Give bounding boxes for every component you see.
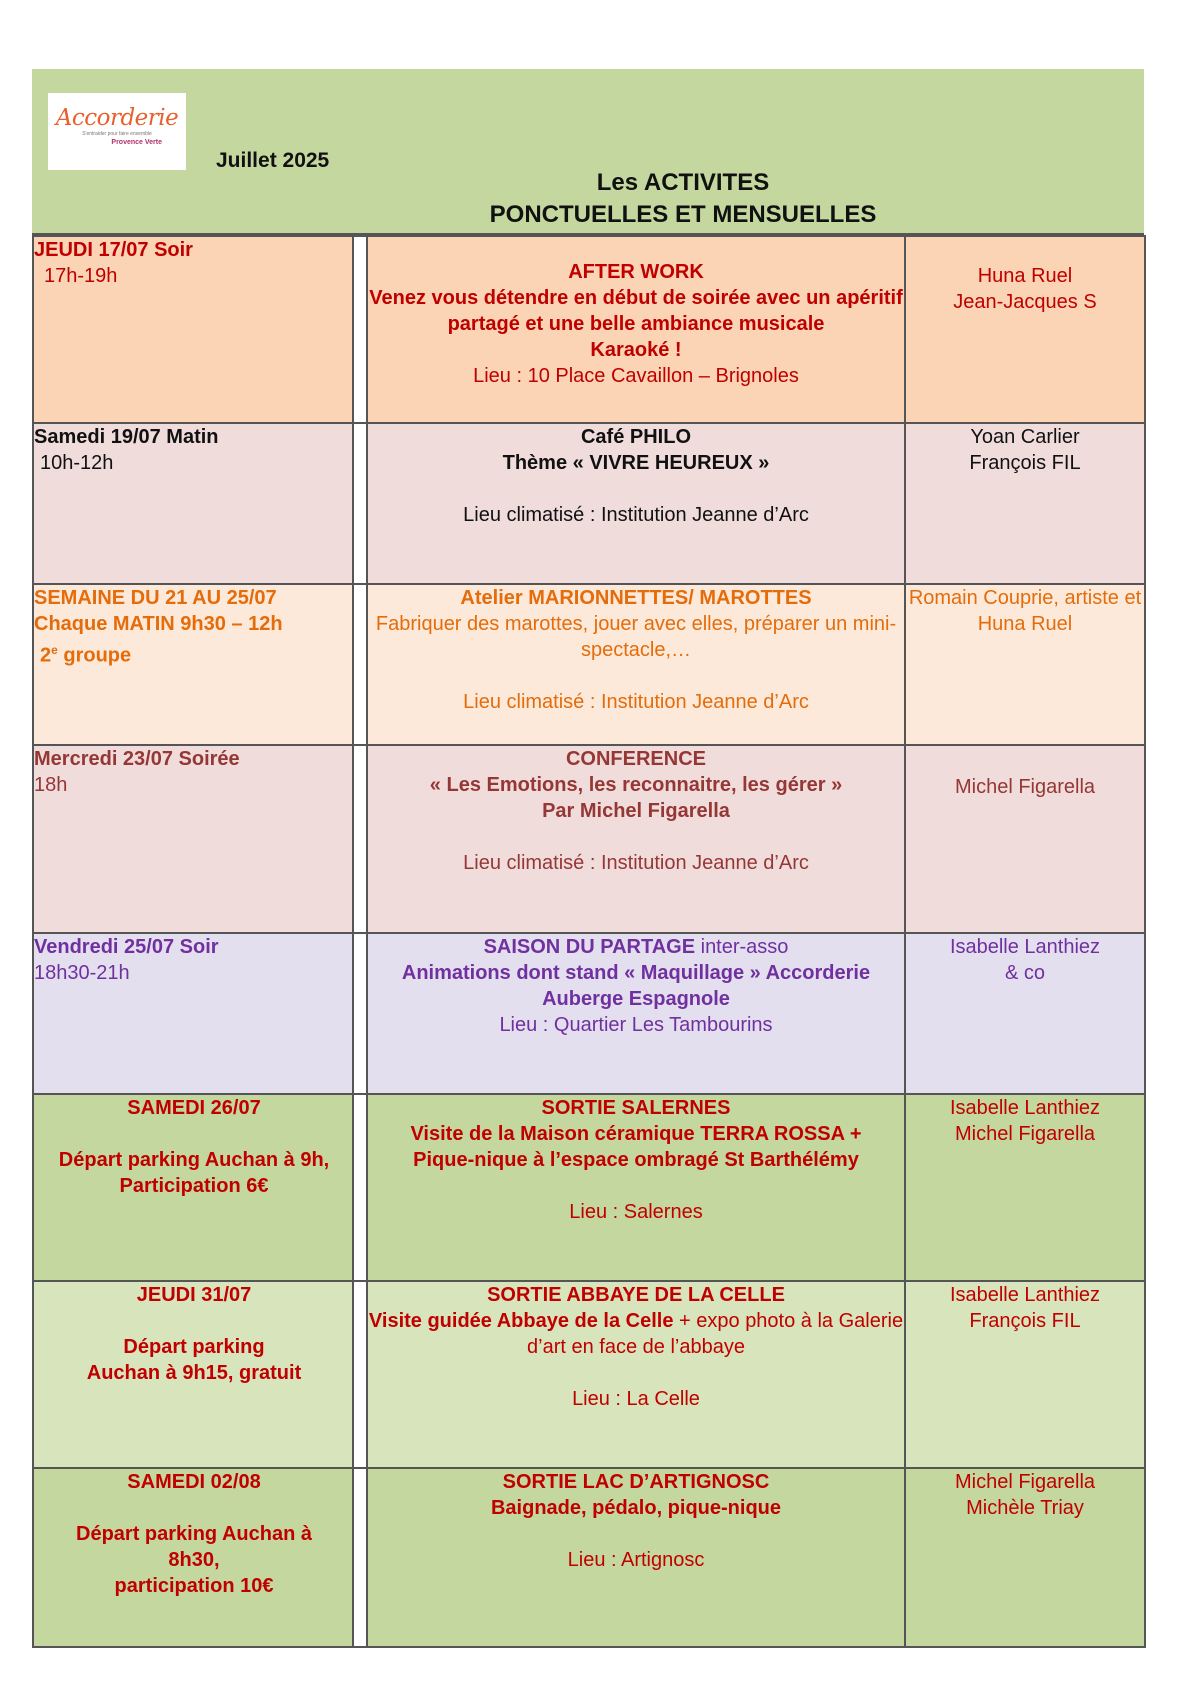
group-ordinal: e [51, 643, 58, 657]
activity-detail: Auberge Espagnole [542, 988, 730, 1010]
group-number: 2 [40, 644, 52, 667]
activity-place: Lieu climatisé : Institution Jeanne d’Arc [463, 504, 809, 526]
activity-title: SORTIE LAC D’ARTIGNOSC [502, 1471, 770, 1493]
activity-date [33, 933, 353, 1094]
activity-hosts [905, 1094, 1145, 1281]
host-name: Isabelle Lanthiez [949, 1097, 1101, 1119]
table-row [33, 933, 1145, 1094]
activity-date [33, 584, 353, 745]
activity-description [367, 1281, 905, 1468]
activity-place: Lieu : Artignosc [567, 1549, 705, 1571]
host-name: Huna Ruel [977, 265, 1073, 287]
activity-sheet [32, 69, 1144, 1648]
host-name: François FIL [969, 452, 1081, 474]
activity-title: CONFERENCE [565, 748, 706, 770]
activity-title: SORTIE ABBAYE DE LA CELLE [487, 1284, 785, 1306]
activity-detail: Karaoké ! [590, 339, 682, 361]
host-name: Isabelle Lanthiez [949, 936, 1101, 958]
table-row [33, 1094, 1145, 1281]
activity-detail-line [368, 1308, 904, 1360]
time-line: 18h [34, 774, 68, 796]
activity-detail: Baignade, pédalo, pique-nique [490, 1497, 782, 1519]
activity-detail: Venez vous détendre en début de soirée avec un apéritif partagé et une belle ambiance musicale [369, 287, 903, 335]
title-line-2: PONCTUELLES ET MENSUELLES [489, 201, 877, 228]
date-line: SAMEDI 02/08 [127, 1471, 261, 1493]
activity-place: Lieu climatisé : Institution Jeanne d’Arc [463, 691, 809, 713]
activity-detail-suffix: + expo photo à la Galerie d’art en face de l’abbaye [527, 1310, 904, 1358]
logo-tagline: S'entraider pour faire ensemble [82, 131, 152, 137]
activity-description [367, 584, 905, 745]
time-line: 10h-12h [40, 452, 114, 474]
activity-hosts [905, 584, 1145, 745]
table-row [33, 745, 1145, 933]
time-line: Chaque MATIN 9h30 – 12h [34, 613, 283, 635]
spacer-cell [353, 1281, 367, 1468]
host-name: Michel Figarella [954, 1471, 1096, 1493]
time-line: 18h30-21h [34, 962, 130, 984]
activity-place: Lieu : 10 Place Cavaillon – Brignoles [473, 365, 799, 387]
activity-hosts [905, 933, 1145, 1094]
table-row [33, 236, 1145, 423]
activity-date [33, 236, 353, 423]
activity-detail: Fabriquer des marottes, jouer avec elles, préparer un mini-spectacle,… [375, 613, 897, 661]
activity-place: Lieu : Quartier Les Tambourins [499, 1014, 773, 1036]
host-name: & co [1004, 962, 1046, 984]
activity-date [33, 745, 353, 933]
activity-description [367, 1094, 905, 1281]
spacer-cell [353, 1468, 367, 1647]
accorderie-logo [48, 93, 186, 170]
activity-date [33, 1094, 353, 1281]
table-row [33, 584, 1145, 745]
spacer-cell [353, 1094, 367, 1281]
activity-detail: Visite guidée Abbaye de la Celle [368, 1310, 674, 1332]
host-name: Michèle Triay [966, 1497, 1084, 1519]
activity-hosts [905, 1468, 1145, 1647]
activity-date [33, 1468, 353, 1647]
host-name: Isabelle Lanthiez [949, 1284, 1101, 1306]
activity-hosts [905, 423, 1145, 584]
date-line: JEUDI 17/07 Soir [34, 239, 193, 261]
activity-description [367, 1468, 905, 1647]
table-row [33, 423, 1145, 584]
date-line: Samedi 19/07 Matin [34, 426, 219, 448]
date-line: Vendredi 25/07 Soir [34, 936, 219, 958]
activity-hosts [905, 1281, 1145, 1468]
price-line: Participation 6€ [119, 1175, 269, 1197]
host-name: Jean-Jacques S [953, 291, 1097, 313]
logo-region: Provence Verte [111, 139, 162, 146]
price-line: Auchan à 9h15, gratuit [86, 1362, 302, 1384]
page-title [392, 167, 974, 231]
activity-place: Lieu : Salernes [569, 1201, 703, 1223]
spacer-cell [353, 236, 367, 423]
activity-detail: Animations dont stand « Maquillage » Accorderie [401, 962, 871, 984]
activity-place: Lieu : La Celle [572, 1388, 700, 1410]
header-band [32, 69, 1144, 235]
date-line: Mercredi 23/07 Soirée [34, 748, 240, 770]
date-line: SAMEDI 26/07 [127, 1097, 261, 1119]
spacer-cell [353, 745, 367, 933]
activity-hosts [905, 745, 1145, 933]
title-line-1: Les ACTIVITES [596, 169, 770, 196]
activity-title-line [368, 934, 904, 960]
activity-title: SORTIE SALERNES [541, 1097, 731, 1119]
departure-line: Départ parking Auchan à 8h30, [76, 1523, 312, 1571]
host-name: Michel Figarella [954, 1123, 1096, 1145]
logo-wordmark: Accorderie [55, 105, 179, 131]
time-line: 17h-19h [44, 265, 118, 287]
activity-title: AFTER WORK [568, 261, 704, 283]
activity-detail: Pique-nique à l’espace ombragé St Barthélémy [413, 1149, 859, 1171]
date-line: SEMAINE DU 21 AU 25/07 [34, 587, 277, 609]
group-line [34, 637, 352, 669]
activity-title-suffix: inter-asso [695, 936, 789, 958]
activity-description [367, 423, 905, 584]
month-label: Juillet 2025 [216, 149, 330, 172]
activity-detail: Par Michel Figarella [542, 800, 730, 822]
activity-detail: Thème « VIVRE HEUREUX » [502, 452, 770, 474]
activity-date [33, 423, 353, 584]
spacer-cell [353, 584, 367, 745]
host-name: Yoan Carlier [970, 426, 1080, 448]
activity-title: SAISON DU PARTAGE [483, 936, 696, 958]
table-row [33, 1281, 1145, 1468]
price-line: participation 10€ [114, 1575, 274, 1597]
group-word: groupe [57, 644, 132, 667]
activity-detail: « Les Emotions, les reconnaitre, les gérer » [429, 774, 843, 796]
activity-title: Atelier MARIONNETTES/ MAROTTES [460, 587, 812, 609]
activity-description [367, 933, 905, 1094]
host-name: François FIL [969, 1310, 1081, 1332]
host-name: Romain Couprie, artiste et Huna Ruel [908, 587, 1142, 635]
activity-title: Café PHILO [580, 426, 692, 448]
activity-description [367, 745, 905, 933]
activity-hosts [905, 236, 1145, 423]
spacer-cell [353, 423, 367, 584]
table-row [33, 1468, 1145, 1647]
activity-date [33, 1281, 353, 1468]
activity-place: Lieu climatisé : Institution Jeanne d’Arc [463, 852, 809, 874]
departure-line: Départ parking Auchan à 9h, [58, 1149, 330, 1171]
activity-description [367, 236, 905, 423]
activity-detail: Visite de la Maison céramique TERRA ROSSA + [410, 1123, 862, 1145]
activities-table [32, 235, 1146, 1648]
host-name: Michel Figarella [954, 776, 1096, 798]
departure-line: Départ parking [123, 1336, 265, 1358]
spacer-cell [353, 933, 367, 1094]
date-line: JEUDI 31/07 [136, 1284, 252, 1306]
